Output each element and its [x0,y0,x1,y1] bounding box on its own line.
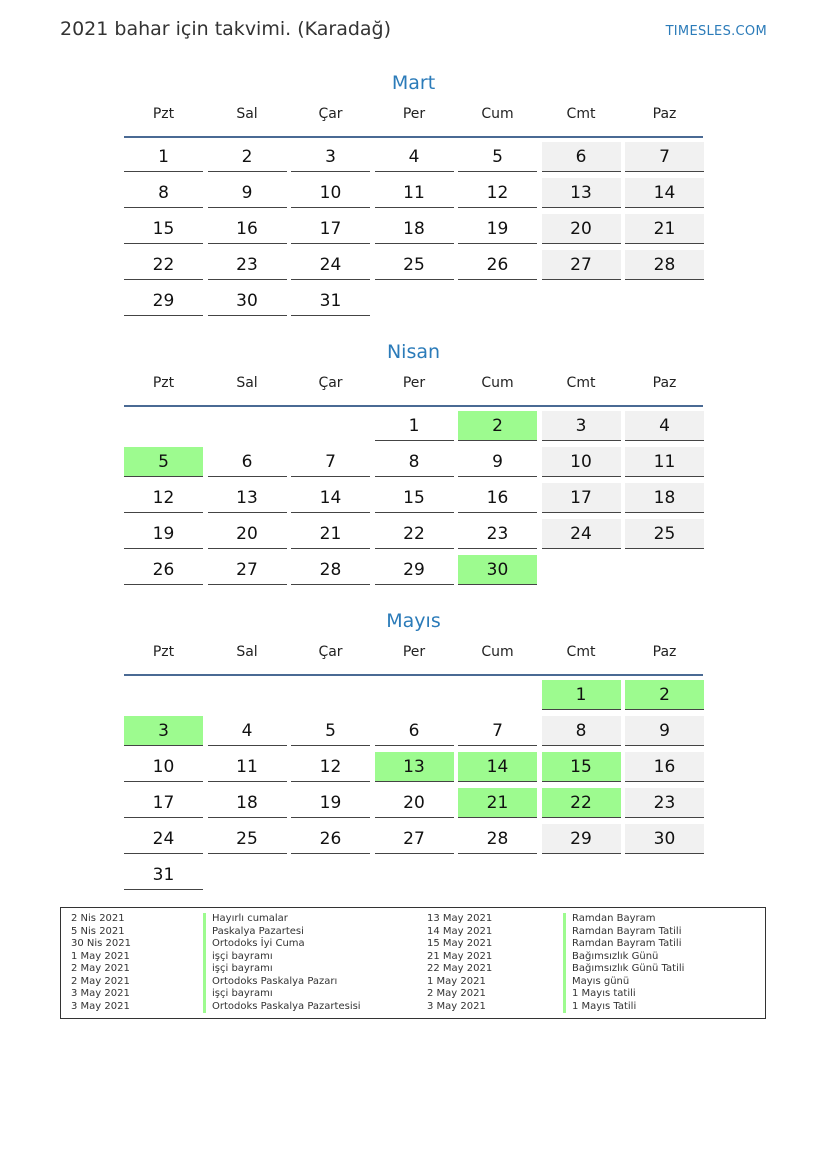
legend-holiday-name: Mayıs günü [563,976,629,989]
day-cell: 6 [542,142,621,172]
weekday-label: Cum [481,644,514,660]
legend-holiday-name: Ortodoks İyi Cuma [203,938,305,951]
day-cell: 23 [458,519,537,549]
weekday-label: Çar [318,106,343,122]
holiday-day-cell: 21 [458,788,537,818]
day-cell: 11 [208,752,287,782]
weekday-label: Sal [236,106,258,122]
legend-holiday-name: Ramdan Bayram [563,913,655,926]
holiday-day-cell: 22 [542,788,621,818]
legend-holiday-name: Bağımsızlık Günü Tatili [563,963,684,976]
day-cell: 14 [291,483,370,513]
day-cell: 15 [375,483,454,513]
legend-date: 2 May 2021 [427,988,486,999]
day-cell: 16 [208,214,287,244]
day-cell: 22 [124,250,203,280]
weekday-header [124,375,703,399]
day-cell: 17 [291,214,370,244]
month-name: Mart [391,72,436,94]
day-cell: 11 [625,447,704,477]
day-cell: 7 [625,142,704,172]
weekday-header [124,644,703,668]
day-cell: 23 [625,788,704,818]
day-cell: 5 [458,142,537,172]
brand-link[interactable]: TIMESLES.COM [665,24,767,39]
holiday-day-cell: 3 [124,716,203,746]
day-cell: 10 [542,447,621,477]
day-cell: 5 [291,716,370,746]
day-cell: 21 [291,519,370,549]
legend-date: 2 May 2021 [71,963,130,974]
legend-date: 3 May 2021 [71,1000,130,1012]
weekday-label: Cum [481,375,514,391]
day-cell: 21 [625,214,704,244]
day-cell: 10 [291,178,370,208]
day-cell: 12 [458,178,537,208]
day-cell: 14 [625,178,704,208]
legend-holiday-name: işçi bayramı [203,951,273,964]
legend-holiday-name: Ortodoks Paskalya Pazartesisi [203,1001,361,1014]
header-divider [124,405,703,407]
day-cell: 3 [291,142,370,172]
weekday-label: Pzt [152,644,175,660]
day-cell: 29 [542,824,621,854]
day-cell: 6 [375,716,454,746]
legend-date: 5 Nis 2021 [71,925,125,937]
legend-date: 2 Nis 2021 [71,913,125,924]
holiday-legend [60,907,766,1019]
day-cell: 30 [208,286,287,316]
day-cell: 3 [542,411,621,441]
day-cell: 26 [291,824,370,854]
day-cell: 19 [124,519,203,549]
day-cell: 13 [208,483,287,513]
weekday-label: Sal [236,644,258,660]
day-cell: 26 [124,555,203,585]
day-cell: 1 [375,411,454,441]
day-cell: 2 [208,142,287,172]
holiday-day-cell: 15 [542,752,621,782]
weekday-header [124,106,703,130]
day-cell: 18 [375,214,454,244]
day-cell: 8 [542,716,621,746]
weekday-label: Paz [652,644,677,660]
month-block [124,608,703,885]
day-cell: 25 [375,250,454,280]
legend-date: 1 May 2021 [427,975,486,987]
day-cell: 27 [542,250,621,280]
day-cell: 7 [458,716,537,746]
day-cell: 9 [208,178,287,208]
weekday-label: Per [402,644,426,660]
legend-holiday-name: işçi bayramı [203,963,273,976]
holiday-day-cell: 1 [542,680,621,710]
legend-holiday-name: Bağımsızlık Günü [563,951,658,964]
legend-date: 3 May 2021 [427,1000,486,1012]
day-cell: 12 [124,483,203,513]
day-cell: 24 [291,250,370,280]
legend-date: 14 May 2021 [427,925,493,937]
day-cell: 31 [124,860,203,890]
legend-holiday-name: Hayırlı cumalar [203,913,288,926]
day-cell: 27 [208,555,287,585]
day-cell: 24 [124,824,203,854]
month-block [124,339,703,580]
month-name: Mayıs [386,610,441,632]
weekday-label: Paz [652,106,677,122]
weekday-label: Çar [318,644,343,660]
weekday-label: Çar [318,375,343,391]
day-cell: 23 [208,250,287,280]
day-cell: 25 [625,519,704,549]
legend-holiday-name: 1 Mayıs tatili [563,988,636,1001]
day-cell: 27 [375,824,454,854]
day-cell: 16 [625,752,704,782]
weekday-label: Cmt [566,644,596,660]
day-cell: 11 [375,178,454,208]
legend-date: 13 May 2021 [427,913,493,924]
day-cell: 16 [458,483,537,513]
holiday-day-cell: 2 [625,680,704,710]
day-cell: 6 [208,447,287,477]
day-cell: 28 [625,250,704,280]
day-cell: 28 [458,824,537,854]
day-cell: 25 [208,824,287,854]
day-cell: 12 [291,752,370,782]
day-cell: 29 [124,286,203,316]
day-cell: 17 [542,483,621,513]
day-cell: 10 [124,752,203,782]
day-cell: 4 [625,411,704,441]
legend-date: 15 May 2021 [427,938,493,949]
day-cell: 4 [208,716,287,746]
day-cell: 9 [625,716,704,746]
legend-date: 30 Nis 2021 [71,938,131,949]
legend-date: 21 May 2021 [427,950,493,962]
month-name: Nisan [386,341,441,363]
legend-date: 1 May 2021 [71,950,130,962]
day-cell: 8 [375,447,454,477]
day-cell: 20 [542,214,621,244]
legend-holiday-name: 1 Mayıs Tatili [563,1001,636,1014]
day-cell: 30 [625,824,704,854]
day-cell: 9 [458,447,537,477]
day-cell: 31 [291,286,370,316]
legend-date: 22 May 2021 [427,963,493,974]
holiday-day-cell: 30 [458,555,537,585]
weekday-label: Per [402,375,426,391]
month-block [124,70,703,311]
day-cell: 19 [458,214,537,244]
holiday-day-cell: 2 [458,411,537,441]
legend-holiday-name: Ramdan Bayram Tatili [563,938,682,951]
legend-date: 2 May 2021 [71,975,130,987]
day-cell: 29 [375,555,454,585]
legend-holiday-name: Ramdan Bayram Tatili [563,926,682,939]
legend-date: 3 May 2021 [71,988,130,999]
legend-holiday-name: Ortodoks Paskalya Pazarı [203,976,337,989]
legend-holiday-name: işçi bayramı [203,988,273,1001]
day-cell: 22 [375,519,454,549]
day-cell: 7 [291,447,370,477]
day-cell: 4 [375,142,454,172]
weekday-label: Paz [652,375,677,391]
weekday-label: Cmt [566,375,596,391]
day-cell: 1 [124,142,203,172]
holiday-day-cell: 13 [375,752,454,782]
legend-holiday-name: Paskalya Pazartesi [203,926,304,939]
day-cell: 8 [124,178,203,208]
weekday-label: Cum [481,106,514,122]
day-cell: 28 [291,555,370,585]
header-divider [124,674,703,676]
day-cell: 20 [208,519,287,549]
holiday-day-cell: 5 [124,447,203,477]
day-cell: 24 [542,519,621,549]
weekday-label: Cmt [566,106,596,122]
page-title: 2021 bahar için takvimi. (Karadağ) [60,18,392,40]
header-divider [124,136,703,138]
day-cell: 17 [124,788,203,818]
weekday-label: Pzt [152,106,175,122]
day-cell: 20 [375,788,454,818]
holiday-day-cell: 14 [458,752,537,782]
day-cell: 15 [124,214,203,244]
day-cell: 26 [458,250,537,280]
weekday-label: Pzt [152,375,175,391]
weekday-label: Per [402,106,426,122]
day-cell: 19 [291,788,370,818]
day-cell: 18 [625,483,704,513]
weekday-label: Sal [236,375,258,391]
day-cell: 18 [208,788,287,818]
day-cell: 13 [542,178,621,208]
